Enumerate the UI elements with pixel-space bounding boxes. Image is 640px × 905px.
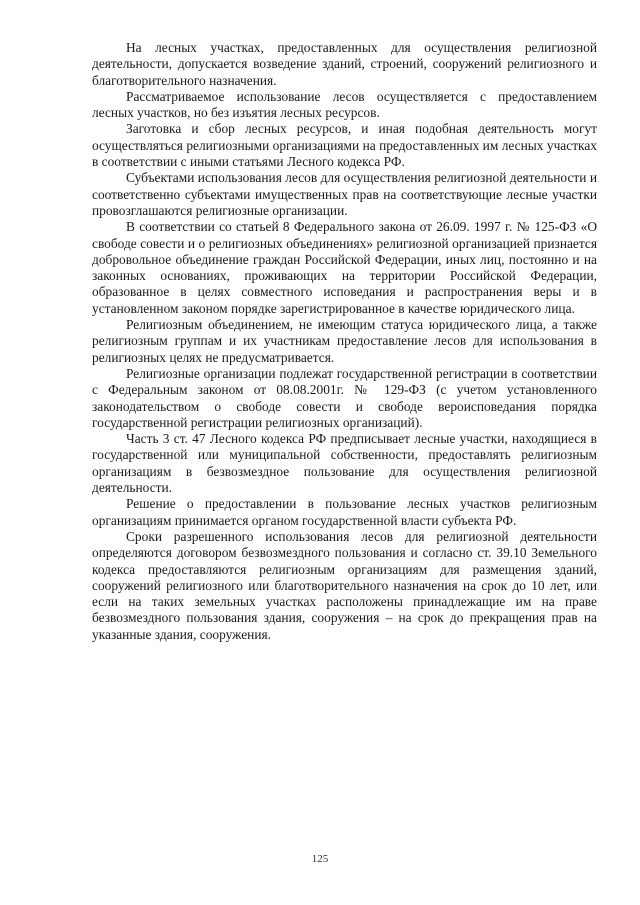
page-number: 125 [311, 853, 329, 865]
paragraph-9: Решение о предоставлении в пользование лесных участков религиозным организациям принимается органом государственной власти субъекта РФ. [92, 496, 597, 528]
body-text [92, 40, 597, 643]
paragraph-2: Рассматриваемое использование лесов осуществляется с предоставлением лесных участков, но без изъятия лесных ресурсов. [92, 88, 597, 121]
paragraph-4: Субъектами использования лесов для осуществления религиозной деятельности и соответственно субъектами имущественных прав на соответствующие лесные участки провозглашаются религиозные организации. [92, 170, 597, 218]
paragraph-7: Религиозные организации подлежат государственной регистрации в соответствии с Федеральным законом от 08.08.2001г. № 129-ФЗ (с учетом установленного законодательством о свободе совести и свободе вероисповедания порядка государственной регистрации религиозных организаций). [92, 365, 597, 430]
paragraph-10: Сроки разрешенного использования лесов для религиозной деятельности определяются договором безвозмездного пользования и согласно ст. 39.10 Земельного кодекса предоставляются религиозным организациям для размещения зданий, сооружений религиозного или благотворительного назначения на срок до 10 лет, или если на таких земельных участках расположены принадлежащие им на праве безвозмездного пользования здания, сооружения – на срок до прекращения прав на указанные здания, сооружения. [92, 528, 597, 642]
paragraph-1: На лесных участках, предоставленных для осуществления религиозной деятельности, допускается возведение зданий, строений, сооружений религиозного и благотворительного назначения. [92, 40, 597, 88]
paragraph-3: Заготовка и сбор лесных ресурсов, и иная подобная деятельность могут осуществляться религиозными организациями на предоставленных им лесных участках в соответствии с иными статьями Лесного кодекса РФ. [92, 121, 597, 170]
paragraph-6: Религиозным объединением, не имеющим статуса юридического лица, а также религиозным группам и их участникам предоставление лесов для использования в религиозных целях не предусматривается. [92, 317, 597, 365]
paragraph-5: В соответствии со статьей 8 Федерального закона от 26.09. 1997 г. № 125-ФЗ «О свободе совести и о религиозных объединениях» религиозной организацией признается добровольное объединение граждан Российской Федерации, иных лиц, постоянно и на законных основаниях, проживающих на территории Российской Федерации, образованное в целях совместного исповедания и распространения веры и в установленном законом порядке зарегистрированное в качестве юридического лица. [92, 219, 597, 316]
paragraph-8: Часть 3 ст. 47 Лесного кодекса РФ предписывает лесные участки, находящиеся в государственной или муниципальной собственности, предоставлять религиозным организациям в безвозмездное пользование для осуществления религиозной деятельности. [92, 431, 597, 496]
